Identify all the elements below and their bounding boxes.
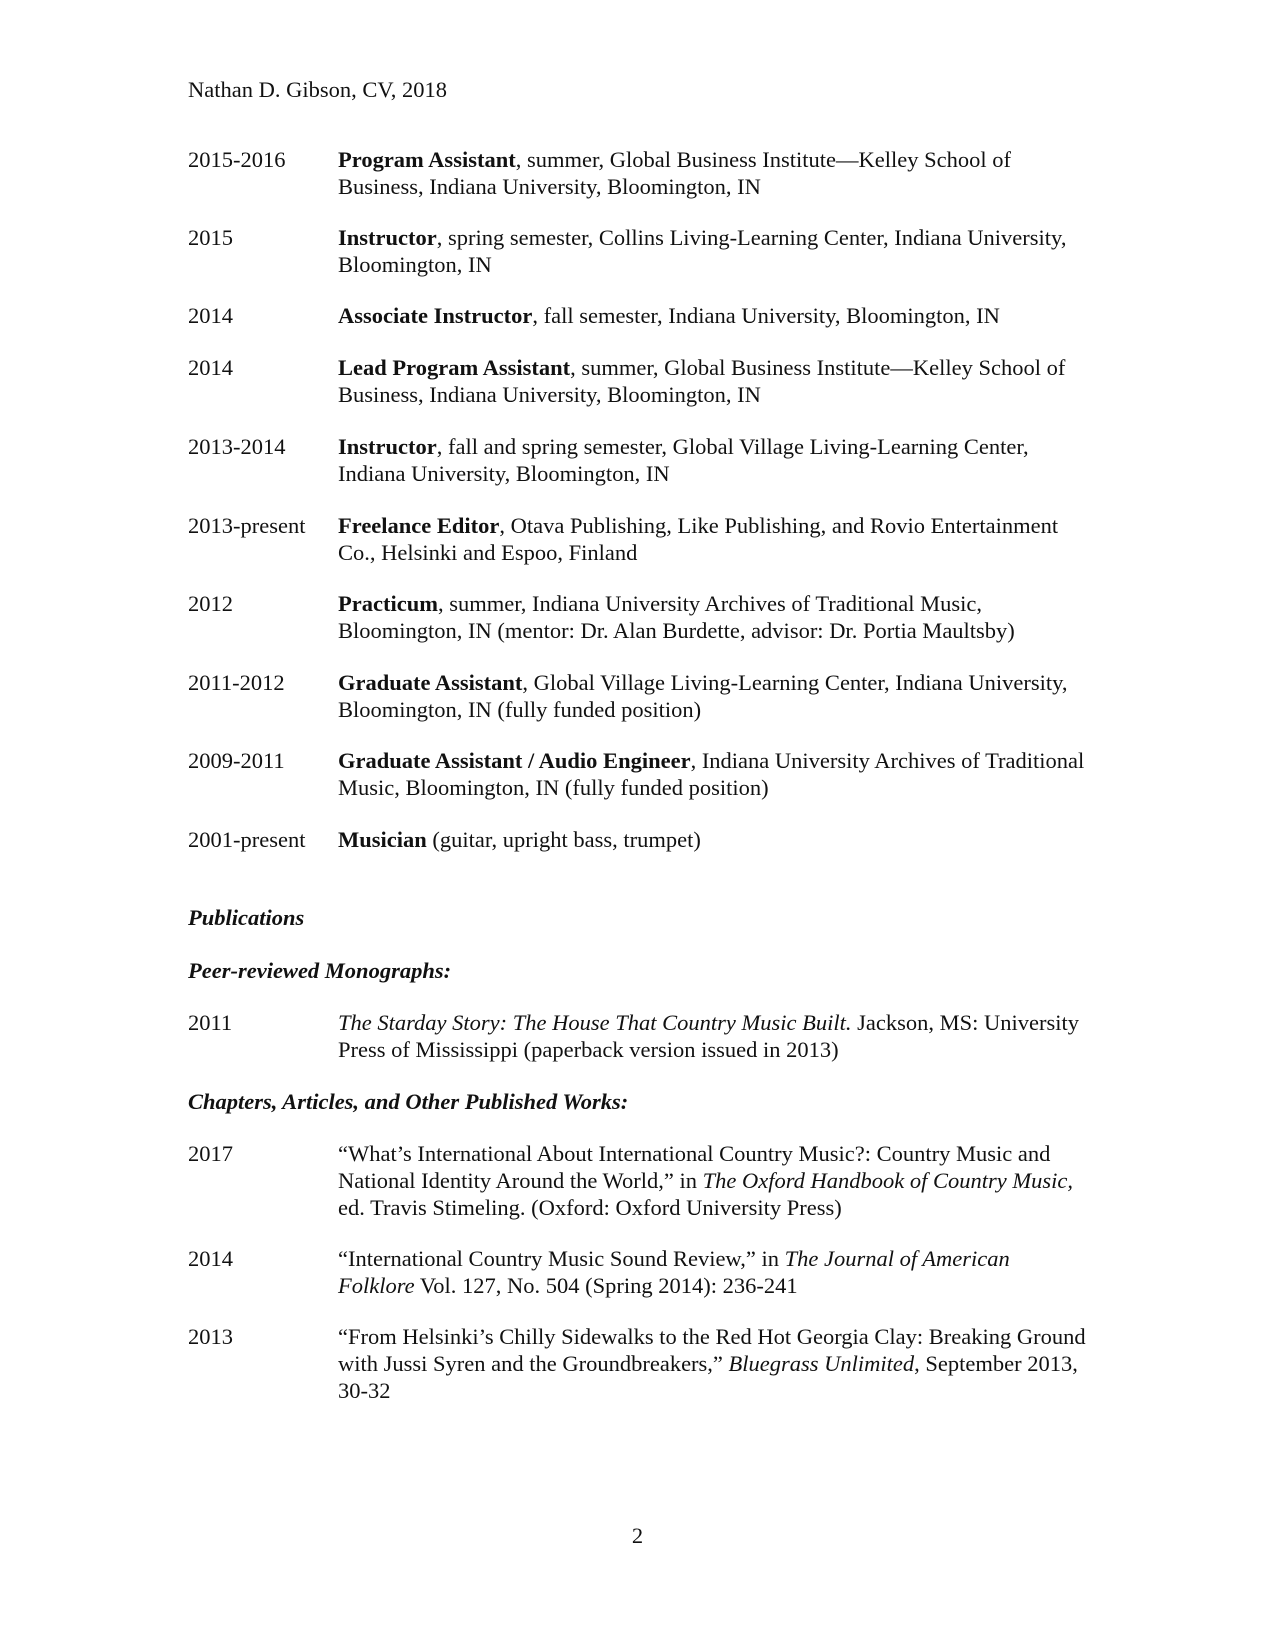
entry-detail: , Global Village Living-Learning Center, Indiana University, Bloomington, IN (fully funded position) bbox=[338, 670, 1068, 722]
entry-year: 2014 bbox=[188, 1246, 233, 1271]
entry-description bbox=[338, 1140, 1088, 1221]
chapter-details: , September 2013, 30-32 bbox=[338, 1351, 1078, 1403]
entry-role: Associate Instructor bbox=[338, 303, 533, 328]
entry-description bbox=[338, 1245, 1088, 1299]
entry-year: 2011-2012 bbox=[188, 670, 285, 695]
chapter-source: The Oxford Handbook of Country Music, bbox=[702, 1168, 1073, 1193]
chapter-entry bbox=[188, 1323, 1088, 1404]
entry-description bbox=[338, 826, 1088, 853]
entry-role: Freelance Editor bbox=[338, 513, 500, 538]
entry-year: 2001-present bbox=[188, 827, 306, 852]
chapter-title: “From Helsinki’s Chilly Sidewalks to the Red Hot Georgia Clay: Breaking Ground with Jussi Syren and the Groundbreakers,” bbox=[338, 1324, 1086, 1376]
page-number: 2 bbox=[631, 1523, 644, 1548]
entry-role: Instructor bbox=[338, 225, 437, 250]
entry-detail: , summer, Global Business Institute—Kelley School of Business, Indiana University, Bloomington, IN bbox=[338, 355, 1066, 407]
entry-year: 2015 bbox=[188, 225, 233, 250]
entry-year: 2013 bbox=[188, 1324, 233, 1349]
monograph-title: The Starday Story: The House That Country Music Built. bbox=[338, 1010, 852, 1035]
entry-year: 2014 bbox=[188, 355, 233, 380]
position-entry bbox=[188, 433, 1088, 487]
entry-detail: , Indiana University Archives of Traditional Music, Bloomington, IN (fully funded position) bbox=[338, 748, 1085, 800]
chapter-details: ed. Travis Stimeling. (Oxford: Oxford University Press) bbox=[338, 1195, 842, 1220]
entry-detail: , summer, Indiana University Archives of Traditional Music, Bloomington, IN (mentor: Dr. Alan Burdette, advisor: Dr. Portia Maultsby) bbox=[338, 591, 1015, 643]
entry-description bbox=[338, 512, 1088, 566]
chapter-title: “International Country Music Sound Review,” in bbox=[338, 1246, 785, 1271]
position-entry bbox=[188, 302, 1088, 329]
entry-description bbox=[338, 1009, 1088, 1063]
monograph-publisher: Jackson, MS: University Press of Mississippi (paperback version issued in 2013) bbox=[338, 1010, 1080, 1062]
monographs-heading: Peer-reviewed Monographs: bbox=[188, 958, 452, 983]
entry-description bbox=[338, 669, 1088, 723]
entry-detail: , summer, Global Business Institute—Kelley School of Business, Indiana University, Bloomington, IN bbox=[338, 147, 1012, 199]
entry-description bbox=[338, 590, 1088, 644]
entry-description bbox=[338, 224, 1088, 278]
position-entry bbox=[188, 146, 1088, 200]
entry-detail: , fall semester, Indiana University, Bloomington, IN bbox=[532, 303, 1000, 328]
chapter-entry bbox=[188, 1140, 1088, 1221]
position-entry bbox=[188, 747, 1088, 801]
entry-role: Program Assistant bbox=[338, 147, 516, 172]
running-header: Nathan D. Gibson, CV, 2018 bbox=[188, 77, 447, 102]
publications-heading: Publications bbox=[188, 905, 305, 930]
position-entry bbox=[188, 354, 1088, 408]
chapter-title: “What’s International About International Country Music?: Country Music and National Identity Around the World,” in bbox=[338, 1141, 1051, 1193]
monograph-entry bbox=[188, 1009, 1088, 1063]
entry-role: Instructor bbox=[338, 434, 437, 459]
position-entry bbox=[188, 826, 1088, 853]
entry-role: Practicum bbox=[338, 591, 438, 616]
entry-description bbox=[338, 1323, 1088, 1404]
entry-year: 2013-2014 bbox=[188, 434, 286, 459]
entry-detail: , fall and spring semester, Global Village Living-Learning Center, Indiana University, Bloomington, IN bbox=[338, 434, 1029, 486]
chapters-heading: Chapters, Articles, and Other Published Works: bbox=[188, 1089, 629, 1114]
entry-role: Lead Program Assistant bbox=[338, 355, 571, 380]
entry-detail: , Otava Publishing, Like Publishing, and Rovio Entertainment Co., Helsinki and Espoo, Finland bbox=[338, 513, 1059, 565]
position-entry bbox=[188, 669, 1088, 723]
entry-year: 2011 bbox=[188, 1010, 233, 1035]
entry-year: 2013-present bbox=[188, 513, 306, 538]
entry-year: 2009-2011 bbox=[188, 748, 285, 773]
entry-description bbox=[338, 354, 1088, 408]
entry-year: 2012 bbox=[188, 591, 233, 616]
chapter-source: The Journal of American Folklore bbox=[338, 1246, 1010, 1298]
entry-detail: (guitar, upright bass, trumpet) bbox=[426, 827, 701, 852]
entry-description bbox=[338, 146, 1088, 200]
chapter-entry bbox=[188, 1245, 1088, 1299]
position-entry bbox=[188, 512, 1088, 566]
entry-description bbox=[338, 747, 1088, 801]
entry-description bbox=[338, 433, 1088, 487]
entry-role: Graduate Assistant bbox=[338, 670, 523, 695]
entry-year: 2015-2016 bbox=[188, 147, 286, 172]
entry-year: 2017 bbox=[188, 1141, 233, 1166]
position-entry bbox=[188, 224, 1088, 278]
chapter-source: Bluegrass Unlimited bbox=[728, 1351, 915, 1376]
entry-role: Musician bbox=[338, 827, 427, 852]
entry-detail: , spring semester, Collins Living-Learning Center, Indiana University, Bloomington, IN bbox=[338, 225, 1067, 277]
entry-role: Graduate Assistant / Audio Engineer bbox=[338, 748, 691, 773]
entry-year: 2014 bbox=[188, 303, 233, 328]
entry-description bbox=[338, 302, 1088, 329]
position-entry bbox=[188, 590, 1088, 644]
chapter-details: Vol. 127, No. 504 (Spring 2014): 236-241 bbox=[414, 1273, 798, 1298]
